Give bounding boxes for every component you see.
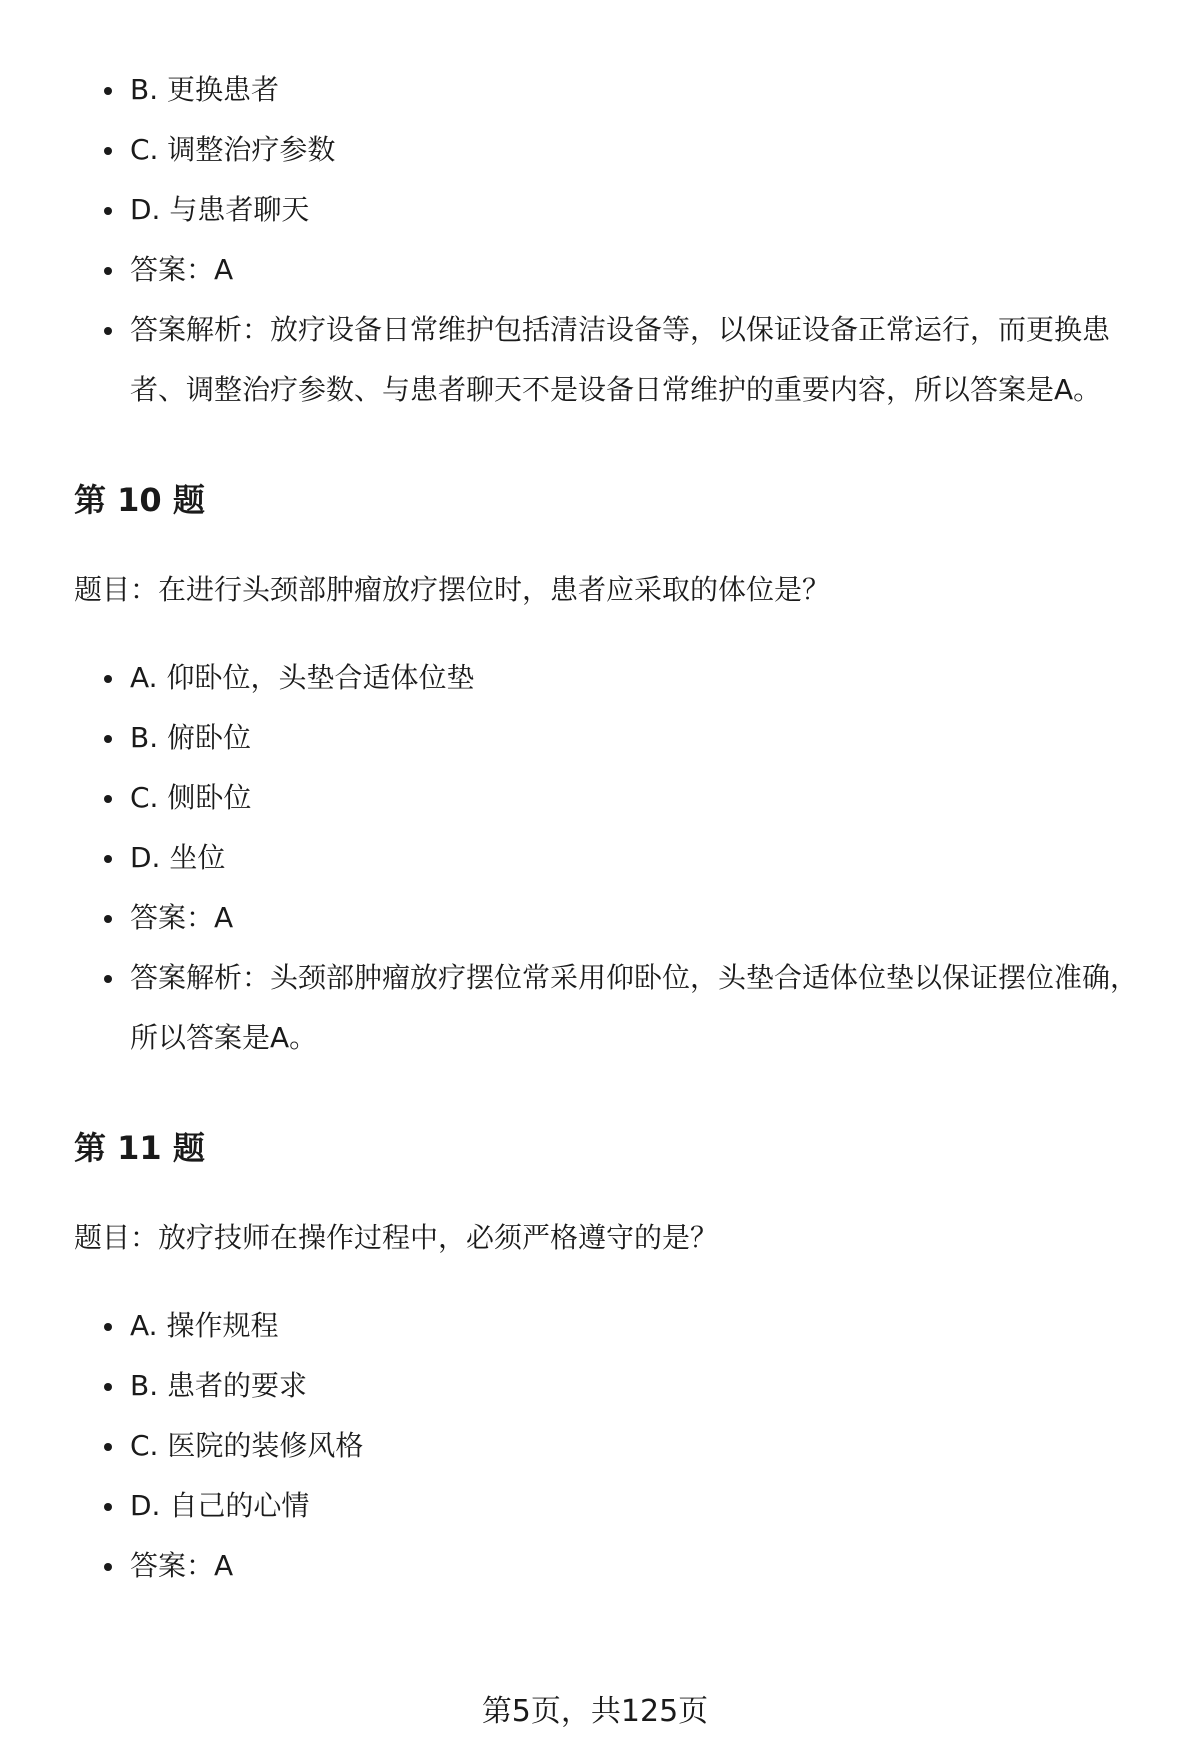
q11-option-a: A. 操作规程: [74, 1296, 1164, 1356]
page-content: [74, 60, 1164, 1596]
q9-answer: 答案：A: [74, 240, 1164, 300]
q11-option-c: C. 医院的装修风格: [74, 1416, 1164, 1476]
q10-explanation: 答案解析：头颈部肿瘤放疗摆位常采用仰卧位，头垫合适体位垫以保证摆位准确，所以答案是A。: [74, 948, 1164, 1068]
q9-explanation: 答案解析：放疗设备日常维护包括清洁设备等，以保证设备正常运行，而更换患者、调整治疗参数、与患者聊天不是设备日常维护的重要内容，所以答案是A。: [74, 300, 1164, 420]
q11-question: 题目：放疗技师在操作过程中，必须严格遵守的是？: [74, 1221, 719, 1254]
q11-option-list: [74, 1296, 1164, 1596]
q10-option-b: B. 俯卧位: [74, 708, 1164, 768]
q9-option-d: D. 与患者聊天: [74, 180, 1164, 240]
q9-option-list: [74, 60, 1164, 420]
q10-option-list: [74, 648, 1164, 1068]
q11-option-b: B. 患者的要求: [74, 1356, 1164, 1416]
q10-heading: 第 10 题: [74, 481, 205, 519]
q9-option-b: B. 更换患者: [74, 60, 1164, 120]
q10-option-a: A. 仰卧位，头垫合适体位垫: [74, 648, 1164, 708]
q11-heading: 第 11 题: [74, 1129, 205, 1167]
q9-option-c: C. 调整治疗参数: [74, 120, 1164, 180]
q10-option-d: D. 坐位: [74, 828, 1164, 888]
q11-answer: 答案：A: [74, 1536, 1164, 1596]
q10-option-c: C. 侧卧位: [74, 768, 1164, 828]
q10-question: 题目：在进行头颈部肿瘤放疗摆位时，患者应采取的体位是？: [74, 573, 831, 606]
page-number-footer: 第5页，共125页: [481, 1694, 709, 1729]
q10-answer: 答案：A: [74, 888, 1164, 948]
q11-option-d: D. 自己的心情: [74, 1476, 1164, 1536]
